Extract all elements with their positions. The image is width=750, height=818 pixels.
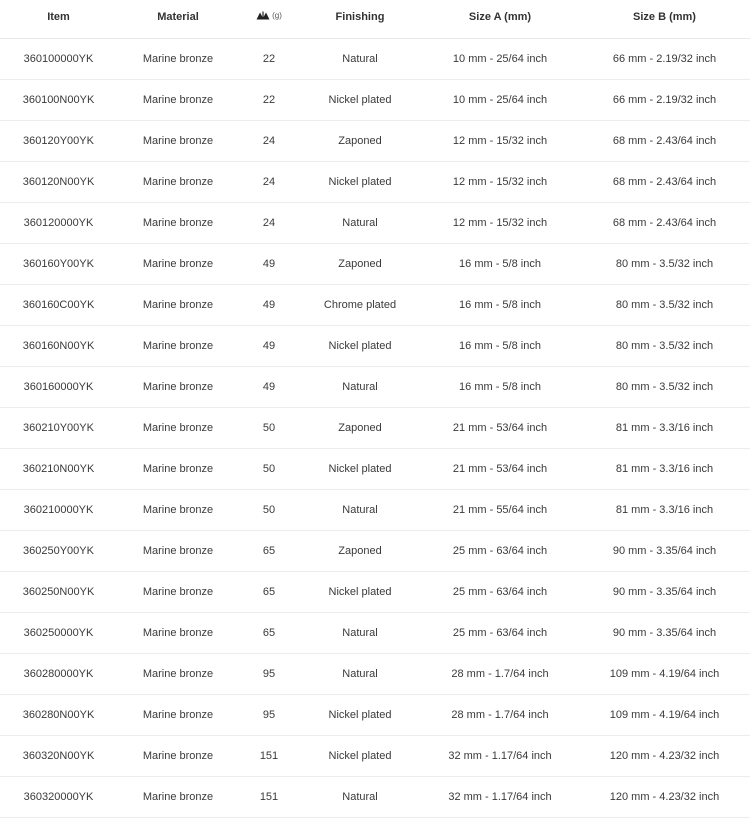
- cell-size-b: 90 mm - 3.35/64 inch: [579, 572, 750, 613]
- cell-material: Marine bronze: [117, 695, 239, 736]
- table-header: [0, 0, 750, 39]
- cell-size-a: 21 mm - 53/64 inch: [421, 449, 579, 490]
- cell-finishing: Nickel plated: [299, 572, 421, 613]
- cell-size-a: 32 mm - 1.17/64 inch: [421, 777, 579, 818]
- cell-item: 360250Y00YK: [0, 531, 117, 572]
- cell-size-b: 109 mm - 4.19/64 inch: [579, 695, 750, 736]
- cell-item: 360320N00YK: [0, 736, 117, 777]
- cell-size-a: 12 mm - 15/32 inch: [421, 121, 579, 162]
- cell-item: 360280N00YK: [0, 695, 117, 736]
- cell-size-a: 16 mm - 5/8 inch: [421, 326, 579, 367]
- cell-weight: 24: [239, 162, 299, 203]
- cell-material: Marine bronze: [117, 39, 239, 80]
- table-row: [0, 285, 750, 326]
- cell-size-b: 66 mm - 2.19/32 inch: [579, 39, 750, 80]
- cell-material: Marine bronze: [117, 777, 239, 818]
- cell-finishing: Natural: [299, 203, 421, 244]
- table-row: [0, 162, 750, 203]
- cell-material: Marine bronze: [117, 736, 239, 777]
- table-row: [0, 613, 750, 654]
- cell-weight: 49: [239, 367, 299, 408]
- cell-material: Marine bronze: [117, 367, 239, 408]
- cell-item: 360160000YK: [0, 367, 117, 408]
- cell-size-b: 80 mm - 3.5/32 inch: [579, 285, 750, 326]
- cell-size-b: 68 mm - 2.43/64 inch: [579, 162, 750, 203]
- cell-weight: 65: [239, 531, 299, 572]
- cell-finishing: Chrome plated: [299, 285, 421, 326]
- cell-size-a: 32 mm - 1.17/64 inch: [421, 736, 579, 777]
- cell-size-a: 21 mm - 55/64 inch: [421, 490, 579, 531]
- cell-finishing: Nickel plated: [299, 449, 421, 490]
- header-size-a: Size A (mm): [421, 0, 579, 39]
- cell-size-b: 120 mm - 4.23/32 inch: [579, 736, 750, 777]
- cell-size-a: 12 mm - 15/32 inch: [421, 203, 579, 244]
- header-weight: [239, 0, 299, 39]
- header-finishing: Finishing: [299, 0, 421, 39]
- cell-size-a: 10 mm - 25/64 inch: [421, 80, 579, 121]
- cell-size-b: 81 mm - 3.3/16 inch: [579, 449, 750, 490]
- cell-weight: 50: [239, 490, 299, 531]
- cell-material: Marine bronze: [117, 285, 239, 326]
- table-row: [0, 121, 750, 162]
- table-body: [0, 39, 750, 818]
- cell-finishing: Nickel plated: [299, 162, 421, 203]
- cell-weight: 65: [239, 572, 299, 613]
- table-row: [0, 367, 750, 408]
- cell-material: Marine bronze: [117, 162, 239, 203]
- cell-material: Marine bronze: [117, 80, 239, 121]
- table-row: [0, 203, 750, 244]
- table-row: [0, 449, 750, 490]
- cell-finishing: Zaponed: [299, 244, 421, 285]
- cell-material: Marine bronze: [117, 490, 239, 531]
- cell-weight: 49: [239, 326, 299, 367]
- cell-size-b: 80 mm - 3.5/32 inch: [579, 326, 750, 367]
- cell-size-b: 68 mm - 2.43/64 inch: [579, 121, 750, 162]
- cell-size-a: 28 mm - 1.7/64 inch: [421, 695, 579, 736]
- cell-material: Marine bronze: [117, 326, 239, 367]
- cell-size-b: 80 mm - 3.5/32 inch: [579, 367, 750, 408]
- cell-finishing: Nickel plated: [299, 736, 421, 777]
- cell-weight: 50: [239, 408, 299, 449]
- cell-item: 360120Y00YK: [0, 121, 117, 162]
- table-row: [0, 572, 750, 613]
- table-row: [0, 654, 750, 695]
- weight-unit-label: (g): [272, 11, 282, 20]
- cell-finishing: Natural: [299, 777, 421, 818]
- cell-finishing: Zaponed: [299, 531, 421, 572]
- cell-size-b: 81 mm - 3.3/16 inch: [579, 408, 750, 449]
- cell-finishing: Natural: [299, 39, 421, 80]
- cell-size-b: 66 mm - 2.19/32 inch: [579, 80, 750, 121]
- cell-weight: 95: [239, 695, 299, 736]
- cell-size-a: 16 mm - 5/8 inch: [421, 244, 579, 285]
- weight-scale-icon: [256, 11, 270, 20]
- table-row: [0, 408, 750, 449]
- cell-size-b: 120 mm - 4.23/32 inch: [579, 777, 750, 818]
- cell-item: 360210N00YK: [0, 449, 117, 490]
- cell-size-b: 80 mm - 3.5/32 inch: [579, 244, 750, 285]
- table-row: [0, 531, 750, 572]
- cell-material: Marine bronze: [117, 654, 239, 695]
- cell-finishing: Natural: [299, 613, 421, 654]
- cell-size-b: 90 mm - 3.35/64 inch: [579, 613, 750, 654]
- cell-item: 360250N00YK: [0, 572, 117, 613]
- cell-weight: 22: [239, 39, 299, 80]
- cell-finishing: Natural: [299, 367, 421, 408]
- cell-item: 360280000YK: [0, 654, 117, 695]
- cell-finishing: Nickel plated: [299, 695, 421, 736]
- header-material: Material: [117, 0, 239, 39]
- cell-weight: 22: [239, 80, 299, 121]
- cell-size-a: 21 mm - 53/64 inch: [421, 408, 579, 449]
- header-size-b: Size B (mm): [579, 0, 750, 39]
- cell-finishing: Zaponed: [299, 121, 421, 162]
- cell-item: 360160Y00YK: [0, 244, 117, 285]
- cell-weight: 24: [239, 121, 299, 162]
- cell-item: 360100N00YK: [0, 80, 117, 121]
- table-row: [0, 80, 750, 121]
- cell-size-a: 12 mm - 15/32 inch: [421, 162, 579, 203]
- cell-item: 360250000YK: [0, 613, 117, 654]
- cell-material: Marine bronze: [117, 613, 239, 654]
- cell-size-a: 16 mm - 5/8 inch: [421, 285, 579, 326]
- table-row: [0, 39, 750, 80]
- cell-finishing: Nickel plated: [299, 326, 421, 367]
- cell-size-b: 68 mm - 2.43/64 inch: [579, 203, 750, 244]
- cell-item: 360210Y00YK: [0, 408, 117, 449]
- cell-finishing: Natural: [299, 654, 421, 695]
- cell-weight: 151: [239, 736, 299, 777]
- cell-finishing: Zaponed: [299, 408, 421, 449]
- cell-weight: 50: [239, 449, 299, 490]
- table-row: [0, 244, 750, 285]
- cell-item: 360120N00YK: [0, 162, 117, 203]
- table-row: [0, 326, 750, 367]
- cell-item: 360100000YK: [0, 39, 117, 80]
- table-row: [0, 777, 750, 818]
- cell-size-a: 10 mm - 25/64 inch: [421, 39, 579, 80]
- cell-material: Marine bronze: [117, 408, 239, 449]
- cell-weight: 151: [239, 777, 299, 818]
- cell-size-b: 109 mm - 4.19/64 inch: [579, 654, 750, 695]
- cell-weight: 24: [239, 203, 299, 244]
- cell-material: Marine bronze: [117, 203, 239, 244]
- cell-weight: 49: [239, 285, 299, 326]
- cell-finishing: Natural: [299, 490, 421, 531]
- cell-item: 360160N00YK: [0, 326, 117, 367]
- cell-size-a: 16 mm - 5/8 inch: [421, 367, 579, 408]
- cell-item: 360160C00YK: [0, 285, 117, 326]
- cell-item: 360320000YK: [0, 777, 117, 818]
- cell-weight: 95: [239, 654, 299, 695]
- cell-weight: 65: [239, 613, 299, 654]
- cell-size-a: 25 mm - 63/64 inch: [421, 572, 579, 613]
- table-row: [0, 490, 750, 531]
- cell-item: 360120000YK: [0, 203, 117, 244]
- cell-material: Marine bronze: [117, 244, 239, 285]
- table-row: [0, 695, 750, 736]
- cell-size-b: 81 mm - 3.3/16 inch: [579, 490, 750, 531]
- cell-material: Marine bronze: [117, 572, 239, 613]
- cell-material: Marine bronze: [117, 449, 239, 490]
- cell-size-b: 90 mm - 3.35/64 inch: [579, 531, 750, 572]
- weight-header-group: [256, 11, 282, 20]
- cell-size-a: 25 mm - 63/64 inch: [421, 613, 579, 654]
- cell-size-a: 25 mm - 63/64 inch: [421, 531, 579, 572]
- header-item: Item: [0, 0, 117, 39]
- table-row: [0, 736, 750, 777]
- header-row: [0, 0, 750, 39]
- cell-item: 360210000YK: [0, 490, 117, 531]
- cell-finishing: Nickel plated: [299, 80, 421, 121]
- cell-weight: 49: [239, 244, 299, 285]
- cell-size-a: 28 mm - 1.7/64 inch: [421, 654, 579, 695]
- cell-material: Marine bronze: [117, 121, 239, 162]
- cell-material: Marine bronze: [117, 531, 239, 572]
